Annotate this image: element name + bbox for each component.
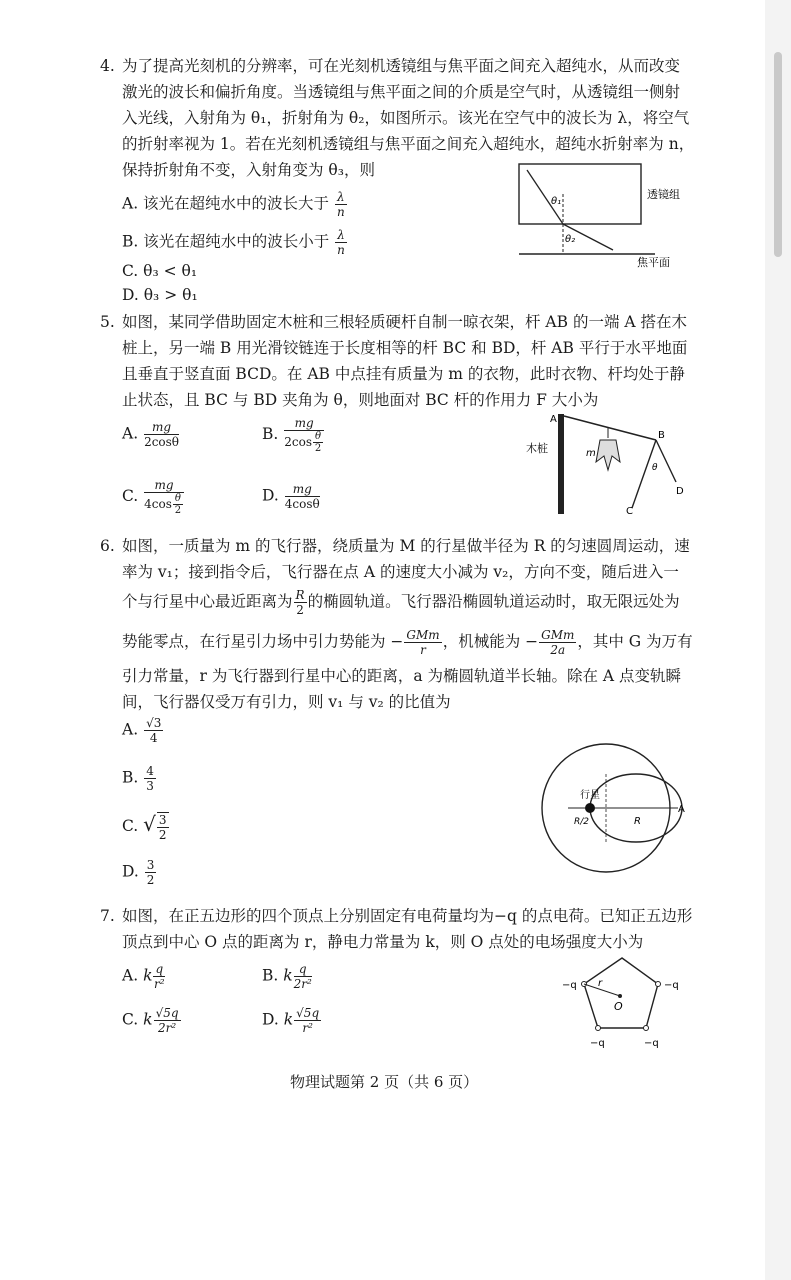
rod-ab [564,416,656,440]
q4-line-1: 为了提高光刻机的分辨率，可在光刻机透镜组与焦平面之间充入超纯水，从而改变 [122,57,681,75]
wooden-post [558,414,564,514]
q6-line-2: 率为 v₁；接到指令后，飞行器在点 A 的速度大小减为 v₂，方向不变，随后进入一 [122,563,679,581]
q6-line-3: 个与行星中心最近距离为 $\frac{R}{2}$ 的椭圆轨道。飞行器沿椭圆轨道运动时，取无限远处为 [122,588,680,617]
q6-option-b[interactable]: B. $\frac{4}{3}$ [122,764,154,793]
q5-option-c[interactable]: C. mg 4cos $\frac{\theta}{2}$ [122,478,185,516]
q4-line-5: 保持折射角不变，入射角变为 θ₃，则 [122,161,375,179]
o-label: O [614,1000,623,1013]
pentagon [584,958,658,1028]
q4-option-a[interactable]: A. 该光在超纯水中的波长大于 $\frac{\lambda}{n}$ [122,190,345,219]
q6-line-6: 间，飞行器仅受万有引力，则 v₁ 与 v₂ 的比值为 [122,693,451,711]
q5-option-a[interactable]: A. $\frac{mg}{2\cos\theta}$ [122,420,180,449]
lens-group-box [519,164,641,224]
q4-line-2: 激光的波长和偏折角度。当透镜组与焦平面之间的介质是空气时，从透镜组一侧射 [122,83,681,101]
q4-lens-figure [505,160,680,270]
charge-label-left: −q [562,980,577,991]
q4-number: 4. [100,57,115,75]
q5-line-2: 桩上，另一端 B 用光滑铰链连于长度相等的杆 BC 和 BD，杆 AB 平行于水平地面 [122,339,688,357]
scrollbar-thumb[interactable] [774,52,782,257]
q4-option-d[interactable]: D. θ₃ > θ₁ [122,286,198,304]
label-d: D [676,486,684,497]
q6-number: 6. [100,537,115,555]
q7-line-2: 顶点到中心 O 点的距离为 r，静电力常量为 k，则 O 点处的电场强度大小为 [122,933,644,951]
q5-option-b[interactable]: B. mg 2cos $\frac{\theta}{2}$ [262,416,325,454]
clothes-icon [596,440,620,470]
charge-label-right: −q [664,980,679,991]
q4-line-4: 的折射率视为 1。若在光刻机透镜组与焦平面之间充入超纯水，超纯水折射率为 n， [122,135,695,153]
q7-number: 7. [100,907,115,925]
q5-line-4: 止状态，且 BC 与 BD 夹角为 θ，则地面对 BC 杆的作用力 F 大小为 [122,391,599,409]
q6-orbit-figure [528,742,698,878]
q6-option-d[interactable]: D. $\frac{3}{2}$ [122,858,155,887]
q7-option-c[interactable]: C. k $\frac{√5q}{\text{2r²}}$ [122,1006,179,1035]
charge-label-bl: −q [590,1038,605,1049]
label-post: 木桩 [526,442,548,455]
label-m: m [586,448,596,459]
q7-option-d[interactable]: D. k $\frac{√5q}{\text{r²}}$ [262,1006,320,1035]
q4-option-c[interactable]: C. θ₃ < θ₁ [122,262,198,280]
q7-line-1: 如图，在正五边形的四个顶点上分别固定有电荷量均为−q 的点电荷。已知正五边形 [122,907,693,925]
q5-option-d[interactable]: D. $\frac{mg}{4\cos\theta}$ [262,482,320,511]
q6-option-a[interactable]: A. $\frac{√3}{4}$ [122,716,162,745]
half-radius-label: R/2 [574,817,590,827]
q7-option-b[interactable]: B. k $\frac{q}{\text{2r²}}$ [262,962,312,991]
charge-right [656,982,661,987]
radius-label: R [634,816,641,827]
q4-option-b[interactable]: B. 该光在超纯水中的波长小于 $\frac{\lambda}{n}$ [122,228,345,257]
rod-bc [632,440,656,508]
q6-line-4: 势能零点，在行星引力场中引力势能为 − $\frac{\text{GMm}}{r}$ ，机械能为 − $\frac{\text{GMm}}{2a}$ ，其中 G 为万有 [122,628,693,657]
rod-bd [656,440,676,482]
q6-line-1: 如图，一质量为 m 的飞行器，绕质量为 M 的行星做半径为 R 的匀速圆周运动，速 [122,537,690,555]
charge-label-br: −q [644,1038,659,1049]
label-c: C [626,506,633,517]
q6-option-c[interactable]: C. √ $\frac{3}{2}$ [122,812,167,842]
q4-line-3: 入光线，入射角为 θ₁，折射角为 θ₂，如图所示。该光在空气中的波长为 λ，将空气 [122,109,690,127]
focal-label: 焦平面 [637,256,670,269]
q5-number: 5. [100,313,115,331]
q5-line-3: 且垂直于竖直面 BCD。在 AB 中点挂有质量为 m 的衣物，此时衣物、杆均处于静 [122,365,685,383]
q5-line-1: 如图，某同学借助固定木桩和三根轻质硬杆自制一晾衣架，杆 AB 的一端 A 搭在木 [122,313,687,331]
r-label: r [598,978,603,989]
label-a: A [550,414,557,425]
q6-line-5: 引力常量，r 为飞行器到行星中心的距离，a 为椭圆轨道半长轴。除在 A 点变轨瞬 [122,667,682,685]
planet-label: 行星 [580,790,600,801]
charge-bottom-right [644,1026,649,1031]
q7-option-a[interactable]: A. k $\frac{q}{\text{r²}}$ [122,962,165,991]
label-theta: θ [652,463,658,473]
label-b: B [658,430,665,441]
planet-dot [585,803,595,813]
page-footer: 物理试题第 2 页（共 6 页） [290,1073,479,1091]
charge-bottom-left [596,1026,601,1031]
theta2-label: θ₂ [565,234,576,245]
theta1-label: θ₁ [551,196,562,207]
lens-label: 透镜组 [647,188,680,201]
point-a-label: A [678,804,685,815]
q5-rack-figure [520,408,700,518]
scrollbar[interactable] [765,0,791,1280]
q7-pentagon-figure [558,952,698,1052]
